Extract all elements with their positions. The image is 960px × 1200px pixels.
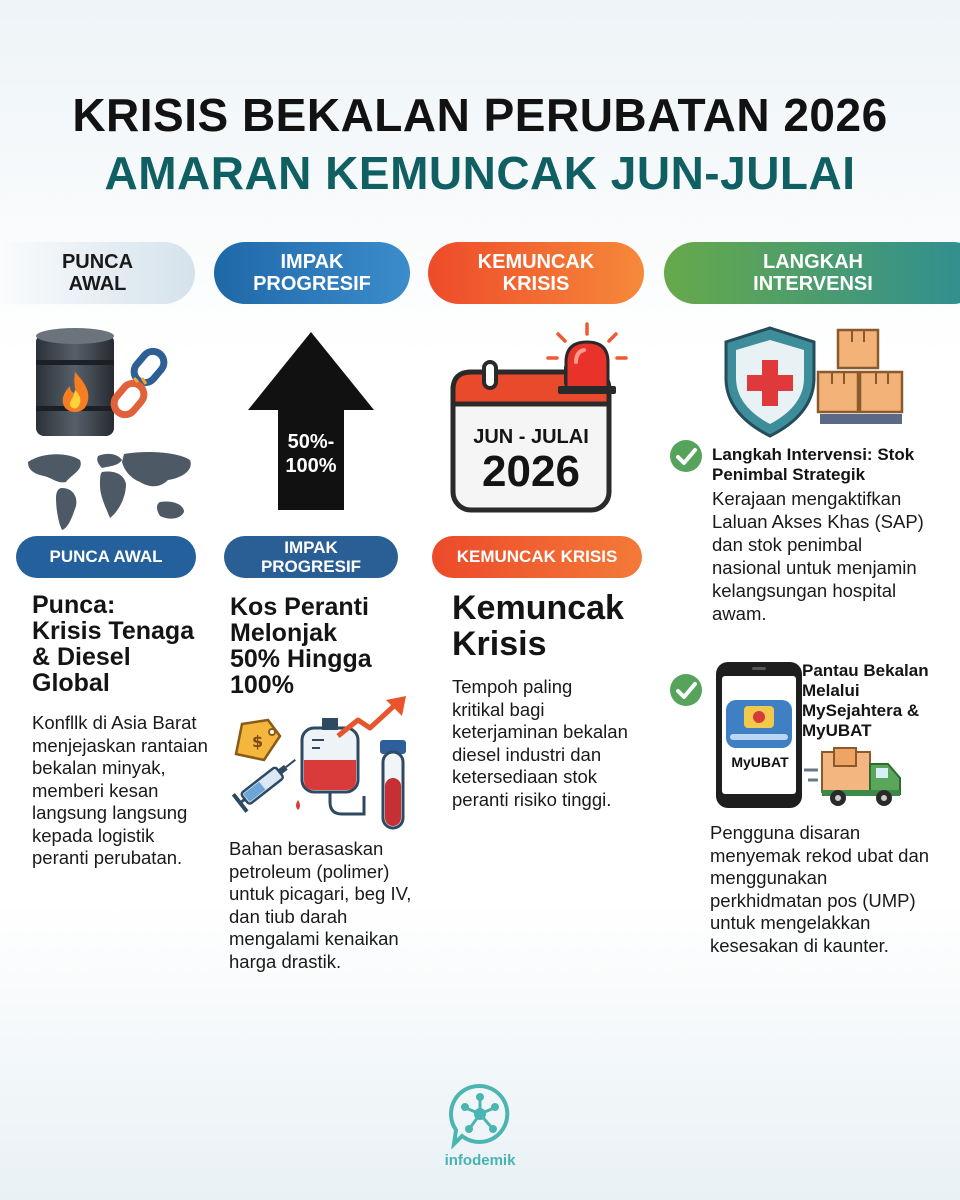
broken-chain-icon [108,348,178,420]
body-kemuncak: Tempoh paling kritikal bagi keterjaminan bekalan diesel industri dan ketersediaan stok peranti risiko tinggi. [452,676,628,810]
pill-kemuncak-krisis: KEMUNCAK KRISIS [428,242,644,304]
heading-kos-peranti: Kos Peranti Melonjak 50% Hingga 100% [230,593,372,699]
blood-tube-icon [376,738,410,832]
intervention-title-pantau: Pantau Bekalan Melalui MySejahtera & MyUBAT [802,661,929,740]
label-punca-awal: PUNCA AWAL [16,536,196,578]
boxes-icon [816,328,906,428]
heading-punca: Punca: Krisis Tenaga & Diesel Global [32,591,195,697]
infodemik-logo-icon [448,1082,512,1148]
siren-icon [548,322,626,396]
heading-kemuncak: Kemuncak Krisis [452,589,624,663]
label-kemuncak-krisis: KEMUNCAK KRISIS [432,536,642,578]
intervention-body-pantau: Pengguna disaran menyemak rekod ubat dan menggunakan perkhidmatan pos (UMP) untuk mengelakkan kesesakan di kaunter. [710,822,930,956]
pill-impak-progresif: IMPAK PROGRESIF [214,242,410,304]
label-impak-progresif: IMPAK PROGRESIF [224,536,398,578]
phone-icon [714,660,804,810]
up-arrow-icon [246,330,376,512]
brand-name: infodemik [444,1152,516,1169]
pill-punca-awal: PUNCA AWAL [0,242,195,304]
oil-barrel-fire-icon [34,328,116,440]
body-punca: Konfllk di Asia Barat menjejaskan rantaian bekalan minyak, memberi kesan langsung langsung kepada logistik peranti perubatan. [32,712,208,868]
calendar-year: 2026 [482,447,580,496]
pill-langkah-intervensi: LANGKAH INTERVENSI [664,242,960,304]
page-title: KRISIS BEKALAN PERUBATAN 2026 [72,89,888,141]
body-impak: Bahan berasaskan petroleum (polimer) untuk picagari, beg IV, dan tiub darah mengalami kenaikan harga drastik. [229,838,412,972]
calendar-month: JUN - JULAI [473,426,589,448]
delivery-truck-icon [804,746,902,808]
world-map-icon [22,448,202,534]
trend-arrow-icon [336,694,408,740]
check-icon [670,674,702,706]
svg-text:$: $ [252,732,264,751]
shield-cross-icon [722,326,818,438]
check-icon [670,440,702,472]
arrow-percentage: 50%- 100% [285,431,337,477]
app-name: MyUBAT [731,754,789,770]
intervention-body-stok: Kerajaan mengaktifkan Laluan Akses Khas (SAP) dan stok penimbal nasional untuk menjamin kelangsungan hospital awam. [712,488,924,624]
page-subtitle: AMARAN KEMUNCAK JUN-JULAI [104,147,856,199]
intervention-title-stok: Langkah Intervensi: Stok Penimbal Strategik [712,445,915,484]
